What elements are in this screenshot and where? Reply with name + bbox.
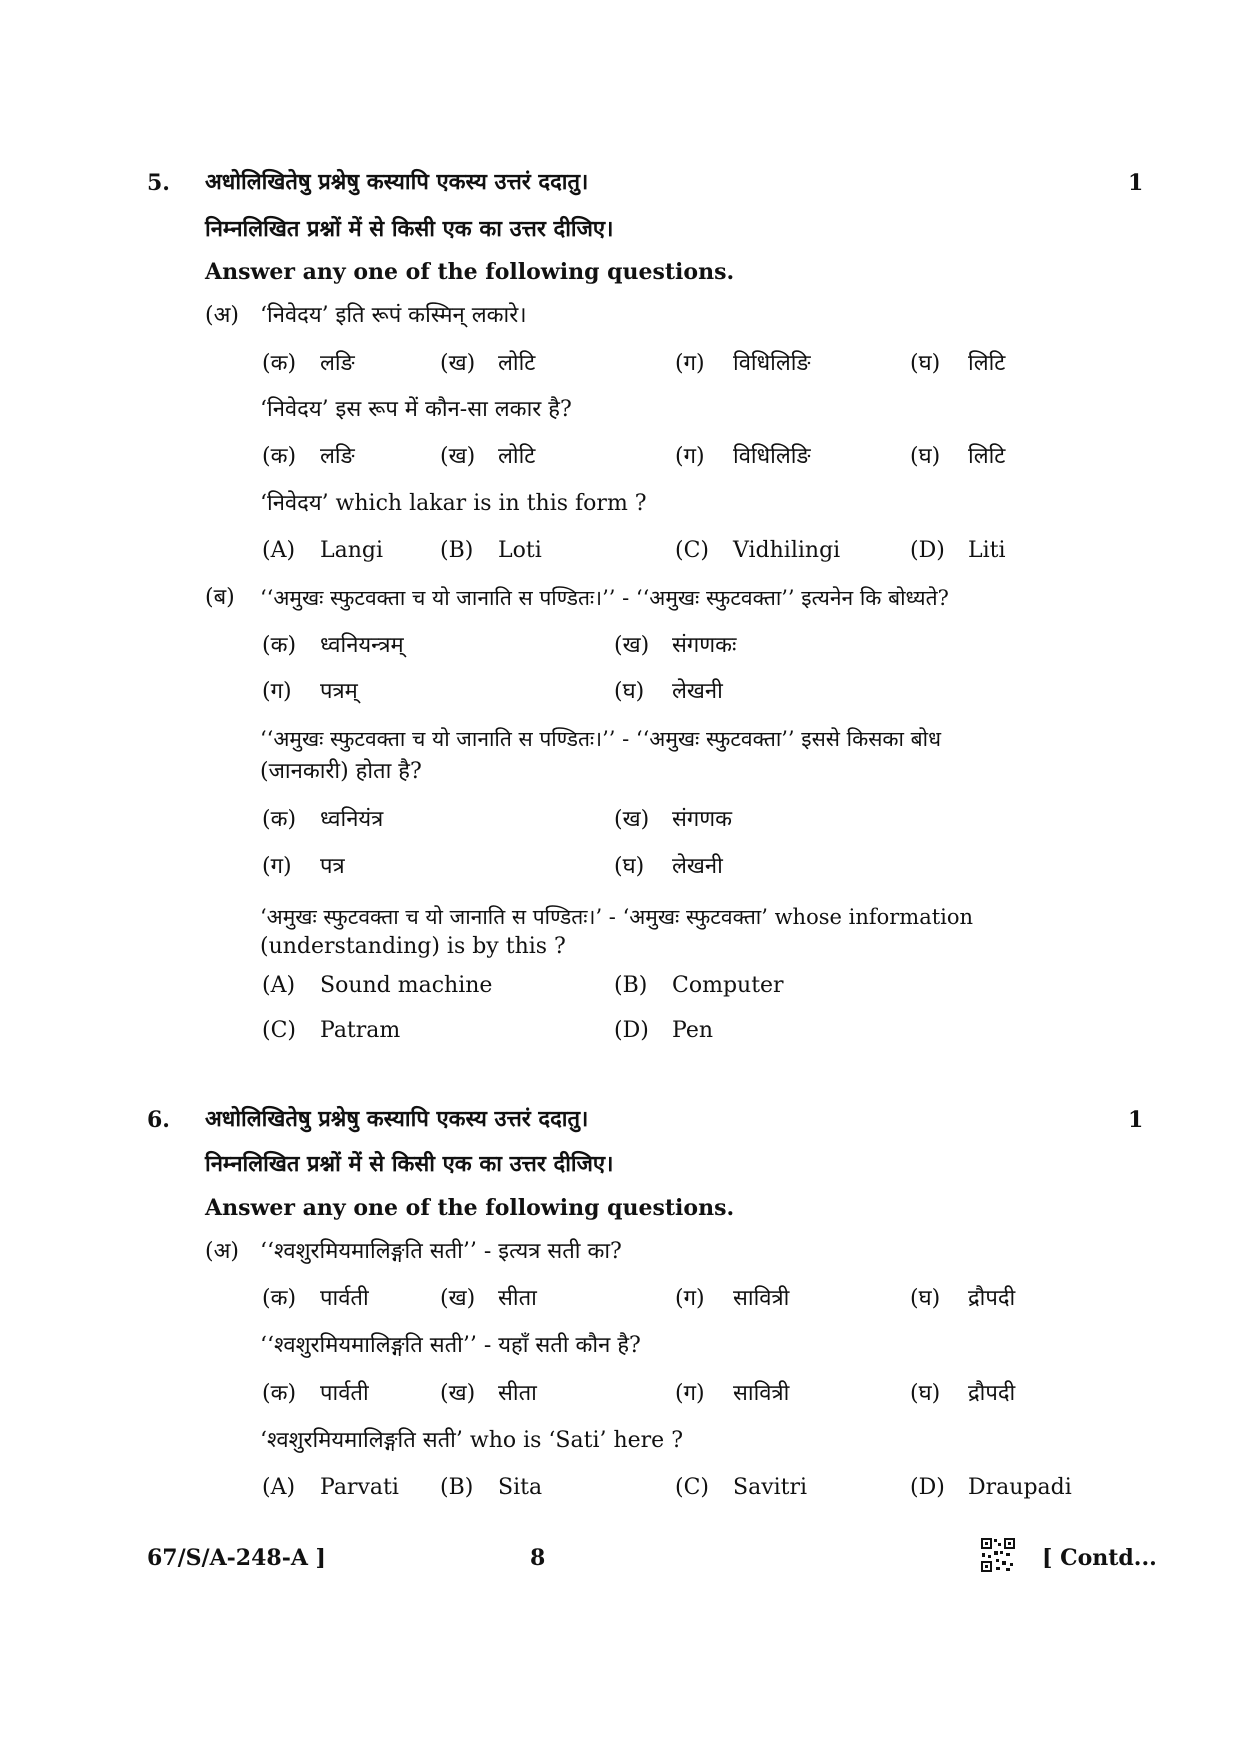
q6-instruction-sanskrit: अधोलिखितेषु प्रश्नेषु कस्यापि एकस्य उत्तरं ददातु।: [205, 1106, 589, 1132]
q6a-hindi-option-ka: (क) पार्वती: [262, 1381, 369, 1406]
q6a-english-option-d: (D) Draupadi: [910, 1475, 1072, 1500]
q6a-sanskrit-option-ga: (ग) सावित्री: [675, 1286, 790, 1311]
q5a-sanskrit-option-ga: (ग) विधिलिङि: [675, 351, 811, 376]
q6a-question-sanskrit: ‘‘श्वशुरमियमालिङ्गति सती’’ - इत्यत्र सती का?: [260, 1239, 622, 1264]
q5a-label: (अ): [205, 303, 239, 328]
q6a-english-option-c: (C) Savitri: [675, 1475, 808, 1500]
q5a-sanskrit-option-ka: (क) लङि: [262, 351, 355, 376]
q6a-sanskrit-option-kha: (ख) सीता: [440, 1286, 537, 1311]
q5b-sanskrit-option-ka: (क) ध्वनियन्त्रम्: [262, 633, 404, 658]
q5b-question-hindi-line2: (जानकारी) होता है?: [260, 759, 422, 784]
q5a-sanskrit-option-gha: (घ) लिटि: [910, 351, 1006, 376]
q6a-english-option-a: (A) Parvati: [262, 1475, 399, 1500]
question-5-number: 5.: [147, 170, 170, 196]
q5b-hindi-option-gha: (घ) लेखनी: [614, 854, 723, 879]
q5-instruction-hindi: निम्नलिखित प्रश्नों में से किसी एक का उत्तर दीजिए।: [205, 216, 614, 242]
continued-label: [ Contd...: [1042, 1545, 1157, 1571]
q5b-english-option-a: (A) Sound machine: [262, 973, 493, 998]
q6a-question-english: ‘श्वशुरमियमालिङ्गति सती’ who is ‘Sati’ here ?: [260, 1428, 683, 1453]
q5b-sanskrit-option-gha: (घ) लेखनी: [614, 679, 723, 704]
q5b-hindi-option-ka: (क) ध्वनियंत्र: [262, 807, 384, 832]
paper-code: 67/S/A-248-A ]: [147, 1545, 326, 1571]
q5b-question-english-line1: ‘अमुखः स्फुटवक्ता च यो जानाति स पण्डितः।’ - ‘अमुखः स्फुटवक्ता’ whose information: [260, 905, 974, 929]
q6a-sanskrit-option-ka: (क) पार्वती: [262, 1286, 369, 1311]
q5b-hindi-option-ga: (ग) पत्र: [262, 854, 345, 879]
qr-code-icon: [980, 1537, 1016, 1573]
q5b-english-option-d: (D) Pen: [614, 1018, 714, 1043]
q5a-sanskrit-option-kha: (ख) लोटि: [440, 351, 536, 376]
q6-instruction-english: Answer any one of the following questions.: [205, 1195, 735, 1221]
q5a-english-option-b: (B) Loti: [440, 538, 542, 563]
q5a-hindi-option-ga: (ग) विधिलिङि: [675, 444, 811, 469]
q6a-hindi-option-kha: (ख) सीता: [440, 1381, 537, 1406]
q5a-question-english: ‘निवेदय’ which lakar is in this form ?: [260, 491, 647, 516]
q5a-hindi-option-gha: (घ) लिटि: [910, 444, 1006, 469]
q5a-question-sanskrit: ‘निवेदय’ इति रूपं कस्मिन् लकारे।: [260, 303, 527, 328]
q5b-question-english-line2: (understanding) is by this ?: [260, 934, 566, 959]
q5-instruction-english: Answer any one of the following questions.: [205, 259, 735, 285]
q6a-hindi-option-ga: (ग) सावित्री: [675, 1381, 790, 1406]
q6a-english-option-b: (B) Sita: [440, 1475, 543, 1500]
q5b-label: (ब): [205, 585, 235, 610]
q5b-sanskrit-option-ga: (ग) पत्रम्: [262, 679, 358, 704]
q5b-question-hindi-line1: ‘‘अमुखः स्फुटवक्ता च यो जानाति स पण्डितः।’’ - ‘‘अमुखः स्फुटवक्ता’’ इससे किसका बोध: [260, 727, 942, 751]
question-5-marks: 1: [1128, 170, 1144, 196]
q5b-question-sanskrit: ‘‘अमुखः स्फुटवक्ता च यो जानाति स पण्डितः।’’ - ‘‘अमुखः स्फुटवक्ता’’ इत्यनेन कि बोध्यते?: [260, 586, 949, 610]
q5a-english-option-d: (D) Liti: [910, 538, 1006, 563]
q5a-question-hindi: ‘निवेदय’ इस रूप में कौन-सा लकार है?: [260, 397, 572, 422]
q6a-question-hindi: ‘‘श्वशुरमियमालिङ्गति सती’’ - यहाँ सती कौन है?: [260, 1333, 641, 1358]
q6a-label: (अ): [205, 1239, 239, 1264]
q6a-sanskrit-option-gha: (घ) द्रौपदी: [910, 1286, 1016, 1311]
q5a-english-option-c: (C) Vidhilingi: [675, 538, 841, 563]
page-number: 8: [530, 1545, 546, 1571]
q5b-english-option-b: (B) Computer: [614, 973, 784, 998]
q5a-english-option-a: (A) Langi: [262, 538, 384, 563]
q6a-hindi-option-gha: (घ) द्रौपदी: [910, 1381, 1016, 1406]
q5b-hindi-option-kha: (ख) संगणक: [614, 807, 733, 832]
question-6-number: 6.: [147, 1107, 170, 1133]
q5a-hindi-option-kha: (ख) लोटि: [440, 444, 536, 469]
q5a-hindi-option-ka: (क) लङि: [262, 444, 355, 469]
q6-instruction-hindi: निम्नलिखित प्रश्नों में से किसी एक का उत्तर दीजिए।: [205, 1151, 614, 1177]
q5-instruction-sanskrit: अधोलिखितेषु प्रश्नेषु कस्यापि एकस्य उत्तरं ददातु।: [205, 169, 589, 195]
question-6-marks: 1: [1128, 1107, 1144, 1133]
q5b-english-option-c: (C) Patram: [262, 1018, 401, 1043]
q5b-sanskrit-option-kha: (ख) संगणकः: [614, 633, 737, 658]
